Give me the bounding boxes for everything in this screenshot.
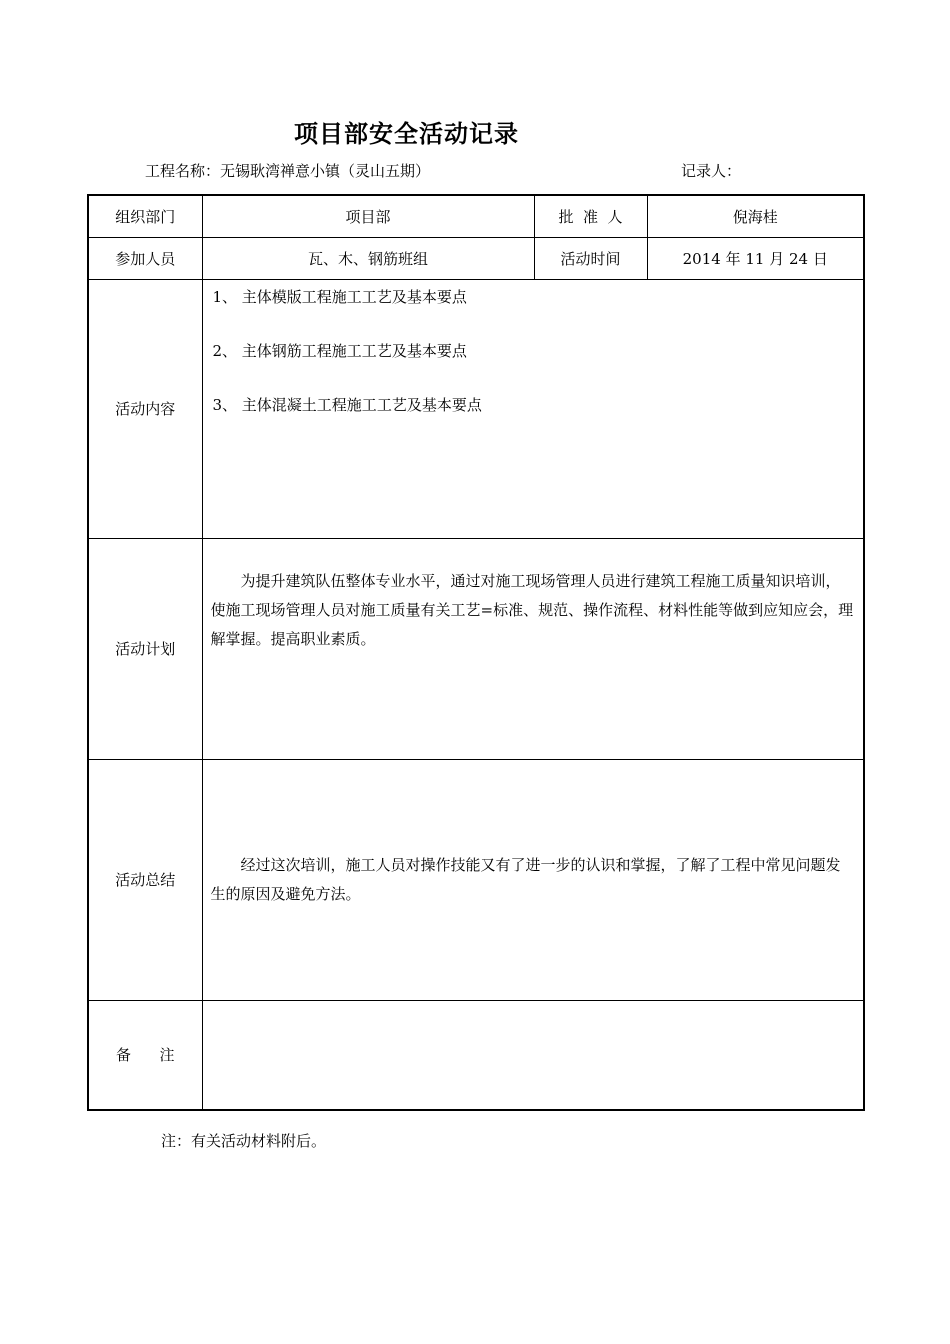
content-item: 2、 主体钢筋工程施工工艺及基本要点 [212, 341, 467, 360]
activity-record-table [87, 194, 865, 1111]
row-organizer [88, 195, 864, 237]
row-content [88, 279, 864, 538]
remarks-label: 备 注 [88, 1000, 202, 1110]
plan-label: 活动计划 [88, 538, 202, 759]
row-summary [88, 759, 864, 1000]
content-item: 1、 主体模版工程施工工艺及基本要点 [212, 287, 467, 306]
content-list [202, 279, 864, 538]
time-label: 活动时间 [534, 237, 647, 279]
plan-text: 为提升建筑队伍整体专业水平，通过对施工现场管理人员进行建筑工程施工质量知识培训，使施工现场管理人员对施工质量有关工艺=标准、规范、操作流程、材料性能等做到应知应会，理解掌握。提高职业素质。 [202, 538, 864, 759]
org-value: 项目部 [202, 195, 534, 237]
approver-label: 批 准 人 [534, 195, 647, 237]
footnote: 注：有关活动材料附后。 [161, 1132, 327, 1150]
time-value: 2014 年 11 月 24 日 [647, 237, 864, 279]
document-title: 项目部安全活动记录 [294, 119, 519, 148]
project-name: 工程名称：无锡耿湾禅意小镇（灵山五期） [145, 162, 431, 180]
content-label: 活动内容 [88, 279, 202, 538]
summary-label: 活动总结 [88, 759, 202, 1000]
participants-label: 参加人员 [88, 237, 202, 279]
row-participants [88, 237, 864, 279]
remarks-value [202, 1000, 864, 1110]
org-label: 组织部门 [88, 195, 202, 237]
row-remarks [88, 1000, 864, 1110]
approver-value: 倪海桂 [647, 195, 864, 237]
row-plan [88, 538, 864, 759]
participants-value: 瓦、木、钢筋班组 [202, 237, 534, 279]
recorder-label: 记录人： [681, 162, 742, 180]
summary-text: 经过这次培训，施工人员对操作技能又有了进一步的认识和掌握，了解了工程中常见问题发生的原因及避免方法。 [202, 759, 864, 1000]
content-item: 3、 主体混凝土工程施工工艺及基本要点 [212, 395, 482, 414]
